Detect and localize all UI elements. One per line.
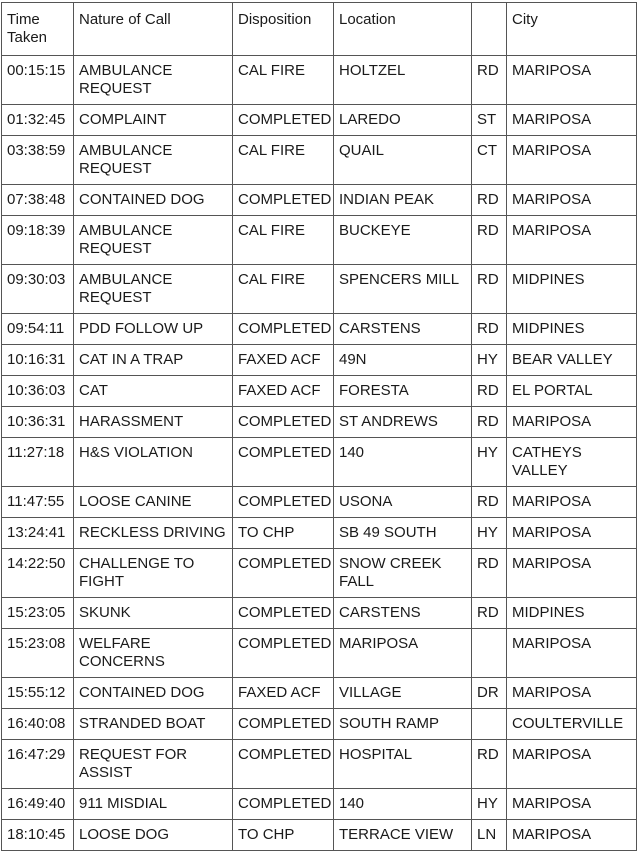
cell-location: SPENCERS MILL bbox=[334, 265, 472, 314]
cell-street-suffix: LN bbox=[472, 820, 507, 851]
cell-city: MARIPOSA bbox=[507, 789, 637, 820]
cell-location: CARSTENS bbox=[334, 598, 472, 629]
table-row bbox=[2, 376, 637, 407]
cell-time-taken: 01:32:45 bbox=[2, 105, 74, 136]
cell-street-suffix: RD bbox=[472, 185, 507, 216]
cell-street-suffix: HY bbox=[472, 438, 507, 487]
cell-nature-of-call: RECKLESS DRIVING bbox=[74, 518, 233, 549]
cell-time-taken: 16:40:08 bbox=[2, 709, 74, 740]
cell-time-taken: 11:27:18 bbox=[2, 438, 74, 487]
cell-street-suffix: RD bbox=[472, 56, 507, 105]
table-row bbox=[2, 136, 637, 185]
cell-time-taken: 16:49:40 bbox=[2, 789, 74, 820]
table-row bbox=[2, 789, 637, 820]
cell-nature-of-call: AMBULANCE REQUEST bbox=[74, 265, 233, 314]
cell-time-taken: 00:15:15 bbox=[2, 56, 74, 105]
cell-city: CATHEYS VALLEY bbox=[507, 438, 637, 487]
cell-disposition: COMPLETED bbox=[233, 185, 334, 216]
cell-time-taken: 10:16:31 bbox=[2, 345, 74, 376]
cell-location: ST ANDREWS bbox=[334, 407, 472, 438]
table-row bbox=[2, 105, 637, 136]
table-row bbox=[2, 56, 637, 105]
cell-street-suffix: RD bbox=[472, 598, 507, 629]
cell-location: 140 bbox=[334, 789, 472, 820]
cell-disposition: COMPLETED bbox=[233, 709, 334, 740]
cell-nature-of-call: 911 MISDIAL bbox=[74, 789, 233, 820]
cell-city: COULTERVILLE bbox=[507, 709, 637, 740]
cell-street-suffix: DR bbox=[472, 678, 507, 709]
cell-location: SNOW CREEK FALL bbox=[334, 549, 472, 598]
header-time-taken: Time Taken bbox=[2, 3, 74, 56]
cell-street-suffix: CT bbox=[472, 136, 507, 185]
cell-time-taken: 16:47:29 bbox=[2, 740, 74, 789]
cell-location: TERRACE VIEW bbox=[334, 820, 472, 851]
cell-disposition: CAL FIRE bbox=[233, 136, 334, 185]
cell-disposition: CAL FIRE bbox=[233, 216, 334, 265]
table-row bbox=[2, 598, 637, 629]
table-row bbox=[2, 185, 637, 216]
cell-nature-of-call: PDD FOLLOW UP bbox=[74, 314, 233, 345]
cell-location: BUCKEYE bbox=[334, 216, 472, 265]
cell-location: FORESTA bbox=[334, 376, 472, 407]
cell-nature-of-call: STRANDED BOAT bbox=[74, 709, 233, 740]
cell-location: VILLAGE bbox=[334, 678, 472, 709]
cell-location: INDIAN PEAK bbox=[334, 185, 472, 216]
cell-location: USONA bbox=[334, 487, 472, 518]
cell-nature-of-call: AMBULANCE REQUEST bbox=[74, 216, 233, 265]
table-row bbox=[2, 438, 637, 487]
cell-time-taken: 13:24:41 bbox=[2, 518, 74, 549]
cell-street-suffix: HY bbox=[472, 345, 507, 376]
cell-city: MARIPOSA bbox=[507, 629, 637, 678]
cell-city: BEAR VALLEY bbox=[507, 345, 637, 376]
cell-street-suffix: ST bbox=[472, 105, 507, 136]
cell-city: MARIPOSA bbox=[507, 518, 637, 549]
header-street-suffix bbox=[472, 3, 507, 56]
table-row bbox=[2, 345, 637, 376]
cell-disposition: COMPLETED bbox=[233, 314, 334, 345]
cell-nature-of-call: CONTAINED DOG bbox=[74, 185, 233, 216]
cell-city: MARIPOSA bbox=[507, 487, 637, 518]
call-log-body bbox=[2, 56, 637, 851]
cell-nature-of-call: LOOSE DOG bbox=[74, 820, 233, 851]
header-location: Location bbox=[334, 3, 472, 56]
cell-nature-of-call: CONTAINED DOG bbox=[74, 678, 233, 709]
cell-location: SB 49 SOUTH bbox=[334, 518, 472, 549]
cell-street-suffix: RD bbox=[472, 376, 507, 407]
cell-street-suffix: RD bbox=[472, 314, 507, 345]
cell-disposition: TO CHP bbox=[233, 820, 334, 851]
cell-street-suffix: HY bbox=[472, 518, 507, 549]
cell-street-suffix: HY bbox=[472, 789, 507, 820]
table-row bbox=[2, 820, 637, 851]
cell-street-suffix: RD bbox=[472, 549, 507, 598]
header-disposition: Disposition bbox=[233, 3, 334, 56]
cell-disposition: COMPLETED bbox=[233, 105, 334, 136]
cell-nature-of-call: AMBULANCE REQUEST bbox=[74, 56, 233, 105]
cell-location: SOUTH RAMP bbox=[334, 709, 472, 740]
cell-city: MARIPOSA bbox=[507, 740, 637, 789]
cell-disposition: CAL FIRE bbox=[233, 56, 334, 105]
table-row bbox=[2, 629, 637, 678]
cell-nature-of-call: WELFARE CONCERNS bbox=[74, 629, 233, 678]
cell-disposition: COMPLETED bbox=[233, 598, 334, 629]
cell-disposition: FAXED ACF bbox=[233, 376, 334, 407]
cell-time-taken: 15:55:12 bbox=[2, 678, 74, 709]
table-row bbox=[2, 740, 637, 789]
cell-nature-of-call: LOOSE CANINE bbox=[74, 487, 233, 518]
table-row bbox=[2, 549, 637, 598]
table-row bbox=[2, 407, 637, 438]
cell-disposition: COMPLETED bbox=[233, 487, 334, 518]
cell-city: MARIPOSA bbox=[507, 185, 637, 216]
table-row bbox=[2, 678, 637, 709]
cell-nature-of-call: REQUEST FOR ASSIST bbox=[74, 740, 233, 789]
call-log-table bbox=[1, 2, 637, 851]
table-row bbox=[2, 487, 637, 518]
cell-time-taken: 03:38:59 bbox=[2, 136, 74, 185]
cell-location: LAREDO bbox=[334, 105, 472, 136]
cell-time-taken: 10:36:03 bbox=[2, 376, 74, 407]
header-nature-of-call: Nature of Call bbox=[74, 3, 233, 56]
cell-city: MIDPINES bbox=[507, 314, 637, 345]
cell-city: EL PORTAL bbox=[507, 376, 637, 407]
cell-time-taken: 15:23:05 bbox=[2, 598, 74, 629]
table-row bbox=[2, 518, 637, 549]
cell-city: MARIPOSA bbox=[507, 105, 637, 136]
cell-disposition: CAL FIRE bbox=[233, 265, 334, 314]
cell-nature-of-call: AMBULANCE REQUEST bbox=[74, 136, 233, 185]
cell-time-taken: 15:23:08 bbox=[2, 629, 74, 678]
cell-nature-of-call: COMPLAINT bbox=[74, 105, 233, 136]
cell-location: HOSPITAL bbox=[334, 740, 472, 789]
cell-street-suffix: RD bbox=[472, 487, 507, 518]
header-city: City bbox=[507, 3, 637, 56]
header-row bbox=[2, 3, 637, 56]
cell-city: MIDPINES bbox=[507, 265, 637, 314]
cell-city: MARIPOSA bbox=[507, 820, 637, 851]
table-row bbox=[2, 314, 637, 345]
cell-disposition: FAXED ACF bbox=[233, 678, 334, 709]
cell-time-taken: 09:18:39 bbox=[2, 216, 74, 265]
cell-location: HOLTZEL bbox=[334, 56, 472, 105]
cell-city: MARIPOSA bbox=[507, 136, 637, 185]
cell-location: QUAIL bbox=[334, 136, 472, 185]
cell-nature-of-call: HARASSMENT bbox=[74, 407, 233, 438]
cell-city: MARIPOSA bbox=[507, 216, 637, 265]
cell-nature-of-call: CHALLENGE TO FIGHT bbox=[74, 549, 233, 598]
cell-location: 49N bbox=[334, 345, 472, 376]
cell-disposition: COMPLETED bbox=[233, 407, 334, 438]
cell-street-suffix bbox=[472, 709, 507, 740]
cell-street-suffix: RD bbox=[472, 740, 507, 789]
cell-location: 140 bbox=[334, 438, 472, 487]
cell-time-taken: 11:47:55 bbox=[2, 487, 74, 518]
cell-city: MARIPOSA bbox=[507, 407, 637, 438]
cell-city: MIDPINES bbox=[507, 598, 637, 629]
cell-time-taken: 07:38:48 bbox=[2, 185, 74, 216]
cell-nature-of-call: CAT IN A TRAP bbox=[74, 345, 233, 376]
cell-disposition: FAXED ACF bbox=[233, 345, 334, 376]
cell-time-taken: 14:22:50 bbox=[2, 549, 74, 598]
cell-location: MARIPOSA bbox=[334, 629, 472, 678]
cell-street-suffix bbox=[472, 629, 507, 678]
cell-disposition: COMPLETED bbox=[233, 438, 334, 487]
cell-city: MARIPOSA bbox=[507, 56, 637, 105]
cell-street-suffix: RD bbox=[472, 407, 507, 438]
cell-time-taken: 18:10:45 bbox=[2, 820, 74, 851]
cell-nature-of-call: H&S VIOLATION bbox=[74, 438, 233, 487]
table-row bbox=[2, 709, 637, 740]
cell-city: MARIPOSA bbox=[507, 549, 637, 598]
table-row bbox=[2, 265, 637, 314]
cell-disposition: COMPLETED bbox=[233, 740, 334, 789]
cell-time-taken: 09:54:11 bbox=[2, 314, 74, 345]
cell-city: MARIPOSA bbox=[507, 678, 637, 709]
cell-time-taken: 09:30:03 bbox=[2, 265, 74, 314]
cell-time-taken: 10:36:31 bbox=[2, 407, 74, 438]
cell-disposition: COMPLETED bbox=[233, 629, 334, 678]
cell-nature-of-call: CAT bbox=[74, 376, 233, 407]
cell-disposition: TO CHP bbox=[233, 518, 334, 549]
cell-nature-of-call: SKUNK bbox=[74, 598, 233, 629]
cell-disposition: COMPLETED bbox=[233, 549, 334, 598]
cell-disposition: COMPLETED bbox=[233, 789, 334, 820]
cell-location: CARSTENS bbox=[334, 314, 472, 345]
cell-street-suffix: RD bbox=[472, 216, 507, 265]
table-row bbox=[2, 216, 637, 265]
cell-street-suffix: RD bbox=[472, 265, 507, 314]
